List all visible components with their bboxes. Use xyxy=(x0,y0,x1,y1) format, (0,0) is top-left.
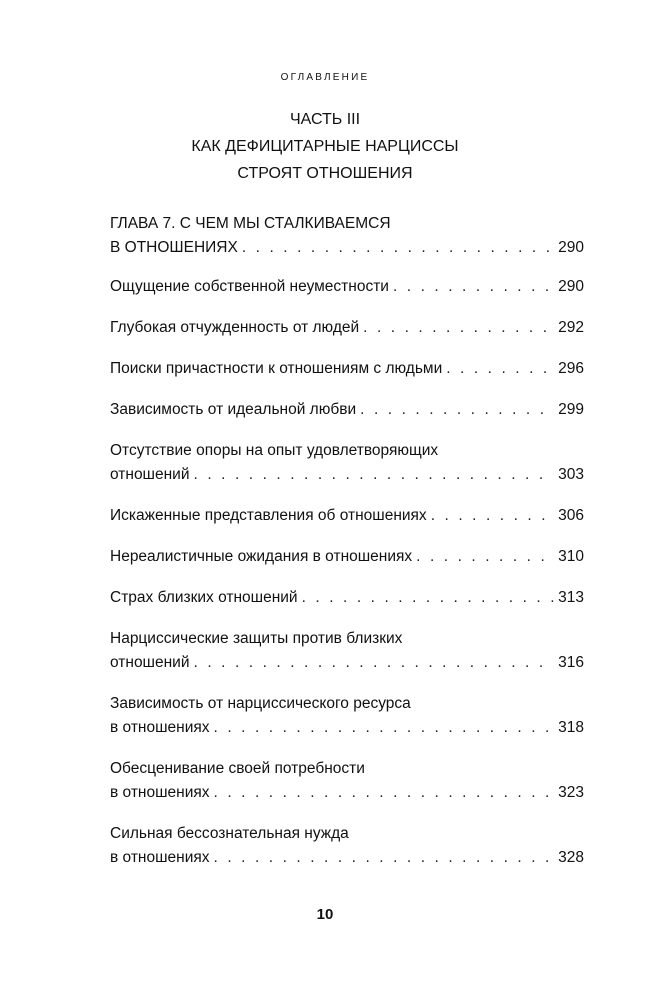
toc-entry-title: Нереалистичные ожидания в отношениях xyxy=(110,548,413,565)
chapter-title-line-1: ГЛАВА 7. С ЧЕМ МЫ СТАЛКИВАЕМСЯ xyxy=(110,215,391,232)
toc-entry-title: в отношениях xyxy=(110,719,210,736)
toc-entry-title: в отношениях xyxy=(110,849,210,866)
toc-entry-title: Ощущение собственной неуместности xyxy=(110,278,389,295)
toc-entry-title-line-1: Обесценивание своей потребности xyxy=(110,760,365,777)
toc-entry-page: 318 xyxy=(558,719,584,736)
toc-entry[interactable] xyxy=(110,316,584,340)
dot-leader xyxy=(446,357,554,381)
toc-entry[interactable] xyxy=(110,357,584,381)
toc-entry-page: 290 xyxy=(558,278,584,295)
toc-entry-page: 306 xyxy=(558,507,584,524)
toc-chapter-entry[interactable] xyxy=(110,212,584,260)
toc-entry-line xyxy=(110,716,584,740)
toc-entry-page: 303 xyxy=(558,466,584,483)
toc-entry-line xyxy=(110,846,584,870)
page-number-folio: 10 xyxy=(316,906,334,923)
toc-entry-title: Искаженные представления об отношениях xyxy=(110,507,427,524)
table-of-contents xyxy=(110,212,584,887)
toc-entry-title-line-1: Нарциссические защиты против близких xyxy=(110,630,403,647)
part-title-line-2: СТРОЯТ ОТНОШЕНИЯ xyxy=(237,165,413,182)
toc-entry-line xyxy=(110,357,584,381)
toc-entry-title: Зависимость от идеальной любви xyxy=(110,401,357,418)
chapter-title-line-2: В ОТНОШЕНИЯХ xyxy=(110,239,238,256)
toc-entry[interactable] xyxy=(110,586,584,610)
toc-entry-line xyxy=(110,398,584,422)
toc-entry-page: 299 xyxy=(558,401,584,418)
toc-entry-line xyxy=(110,545,584,569)
running-head: ОГЛАВЛЕНИЕ xyxy=(280,72,370,83)
toc-entry[interactable] xyxy=(110,627,584,675)
toc-entry[interactable] xyxy=(110,692,584,740)
dot-leader xyxy=(242,236,554,260)
dot-leader xyxy=(431,504,554,528)
toc-entry-title: в отношениях xyxy=(110,784,210,801)
toc-entry[interactable] xyxy=(110,504,584,528)
toc-entry-page: 328 xyxy=(558,849,584,866)
toc-entry-line xyxy=(110,504,584,528)
dot-leader xyxy=(214,846,555,870)
toc-entry-title: отношений xyxy=(110,466,190,483)
part-title-line-1: КАК ДЕФИЦИТАРНЫЕ НАРЦИССЫ xyxy=(191,138,459,155)
toc-entry-page: 316 xyxy=(558,654,584,671)
toc-entry-line xyxy=(110,651,584,675)
dot-leader xyxy=(416,545,554,569)
toc-entry-title: Страх близких отношений xyxy=(110,589,298,606)
toc-entry[interactable] xyxy=(110,439,584,487)
dot-leader xyxy=(214,781,555,805)
toc-entry-page: 313 xyxy=(558,589,584,606)
toc-entry-title: Глубокая отчужденность от людей xyxy=(110,319,360,336)
part-number: ЧАСТЬ III xyxy=(289,111,361,128)
toc-entry-line xyxy=(110,275,584,299)
toc-entry-title-line-1: Сильная бессознательная нужда xyxy=(110,825,349,842)
chapter-title-last-line xyxy=(110,236,584,260)
toc-entry-page: 296 xyxy=(558,360,584,377)
toc-entry-line xyxy=(110,316,584,340)
dot-leader xyxy=(194,651,555,675)
dot-leader xyxy=(363,316,554,340)
dot-leader xyxy=(393,275,554,299)
toc-entry-title-line-1: Зависимость от нарциссического ресурса xyxy=(110,695,411,712)
toc-entry-page: 323 xyxy=(558,784,584,801)
toc-entry-page: 292 xyxy=(558,319,584,336)
toc-entry[interactable] xyxy=(110,545,584,569)
dot-leader xyxy=(302,586,555,610)
toc-entry-line xyxy=(110,781,584,805)
chapter-page-number: 290 xyxy=(558,239,584,256)
dot-leader xyxy=(194,463,555,487)
part-heading xyxy=(0,106,650,187)
toc-entry-page: 310 xyxy=(558,548,584,565)
dot-leader xyxy=(360,398,554,422)
toc-entry-line xyxy=(110,463,584,487)
toc-entry-line xyxy=(110,586,584,610)
toc-entry[interactable] xyxy=(110,398,584,422)
toc-entry-title: Поиски причастности к отношениям с людьми xyxy=(110,360,443,377)
toc-entry-title: отношений xyxy=(110,654,190,671)
dot-leader xyxy=(214,716,555,740)
toc-entry[interactable] xyxy=(110,275,584,299)
toc-entry[interactable] xyxy=(110,757,584,805)
toc-entry[interactable] xyxy=(110,822,584,870)
toc-entry-title-line-1: Отсутствие опоры на опыт удовлетворяющих xyxy=(110,442,439,459)
